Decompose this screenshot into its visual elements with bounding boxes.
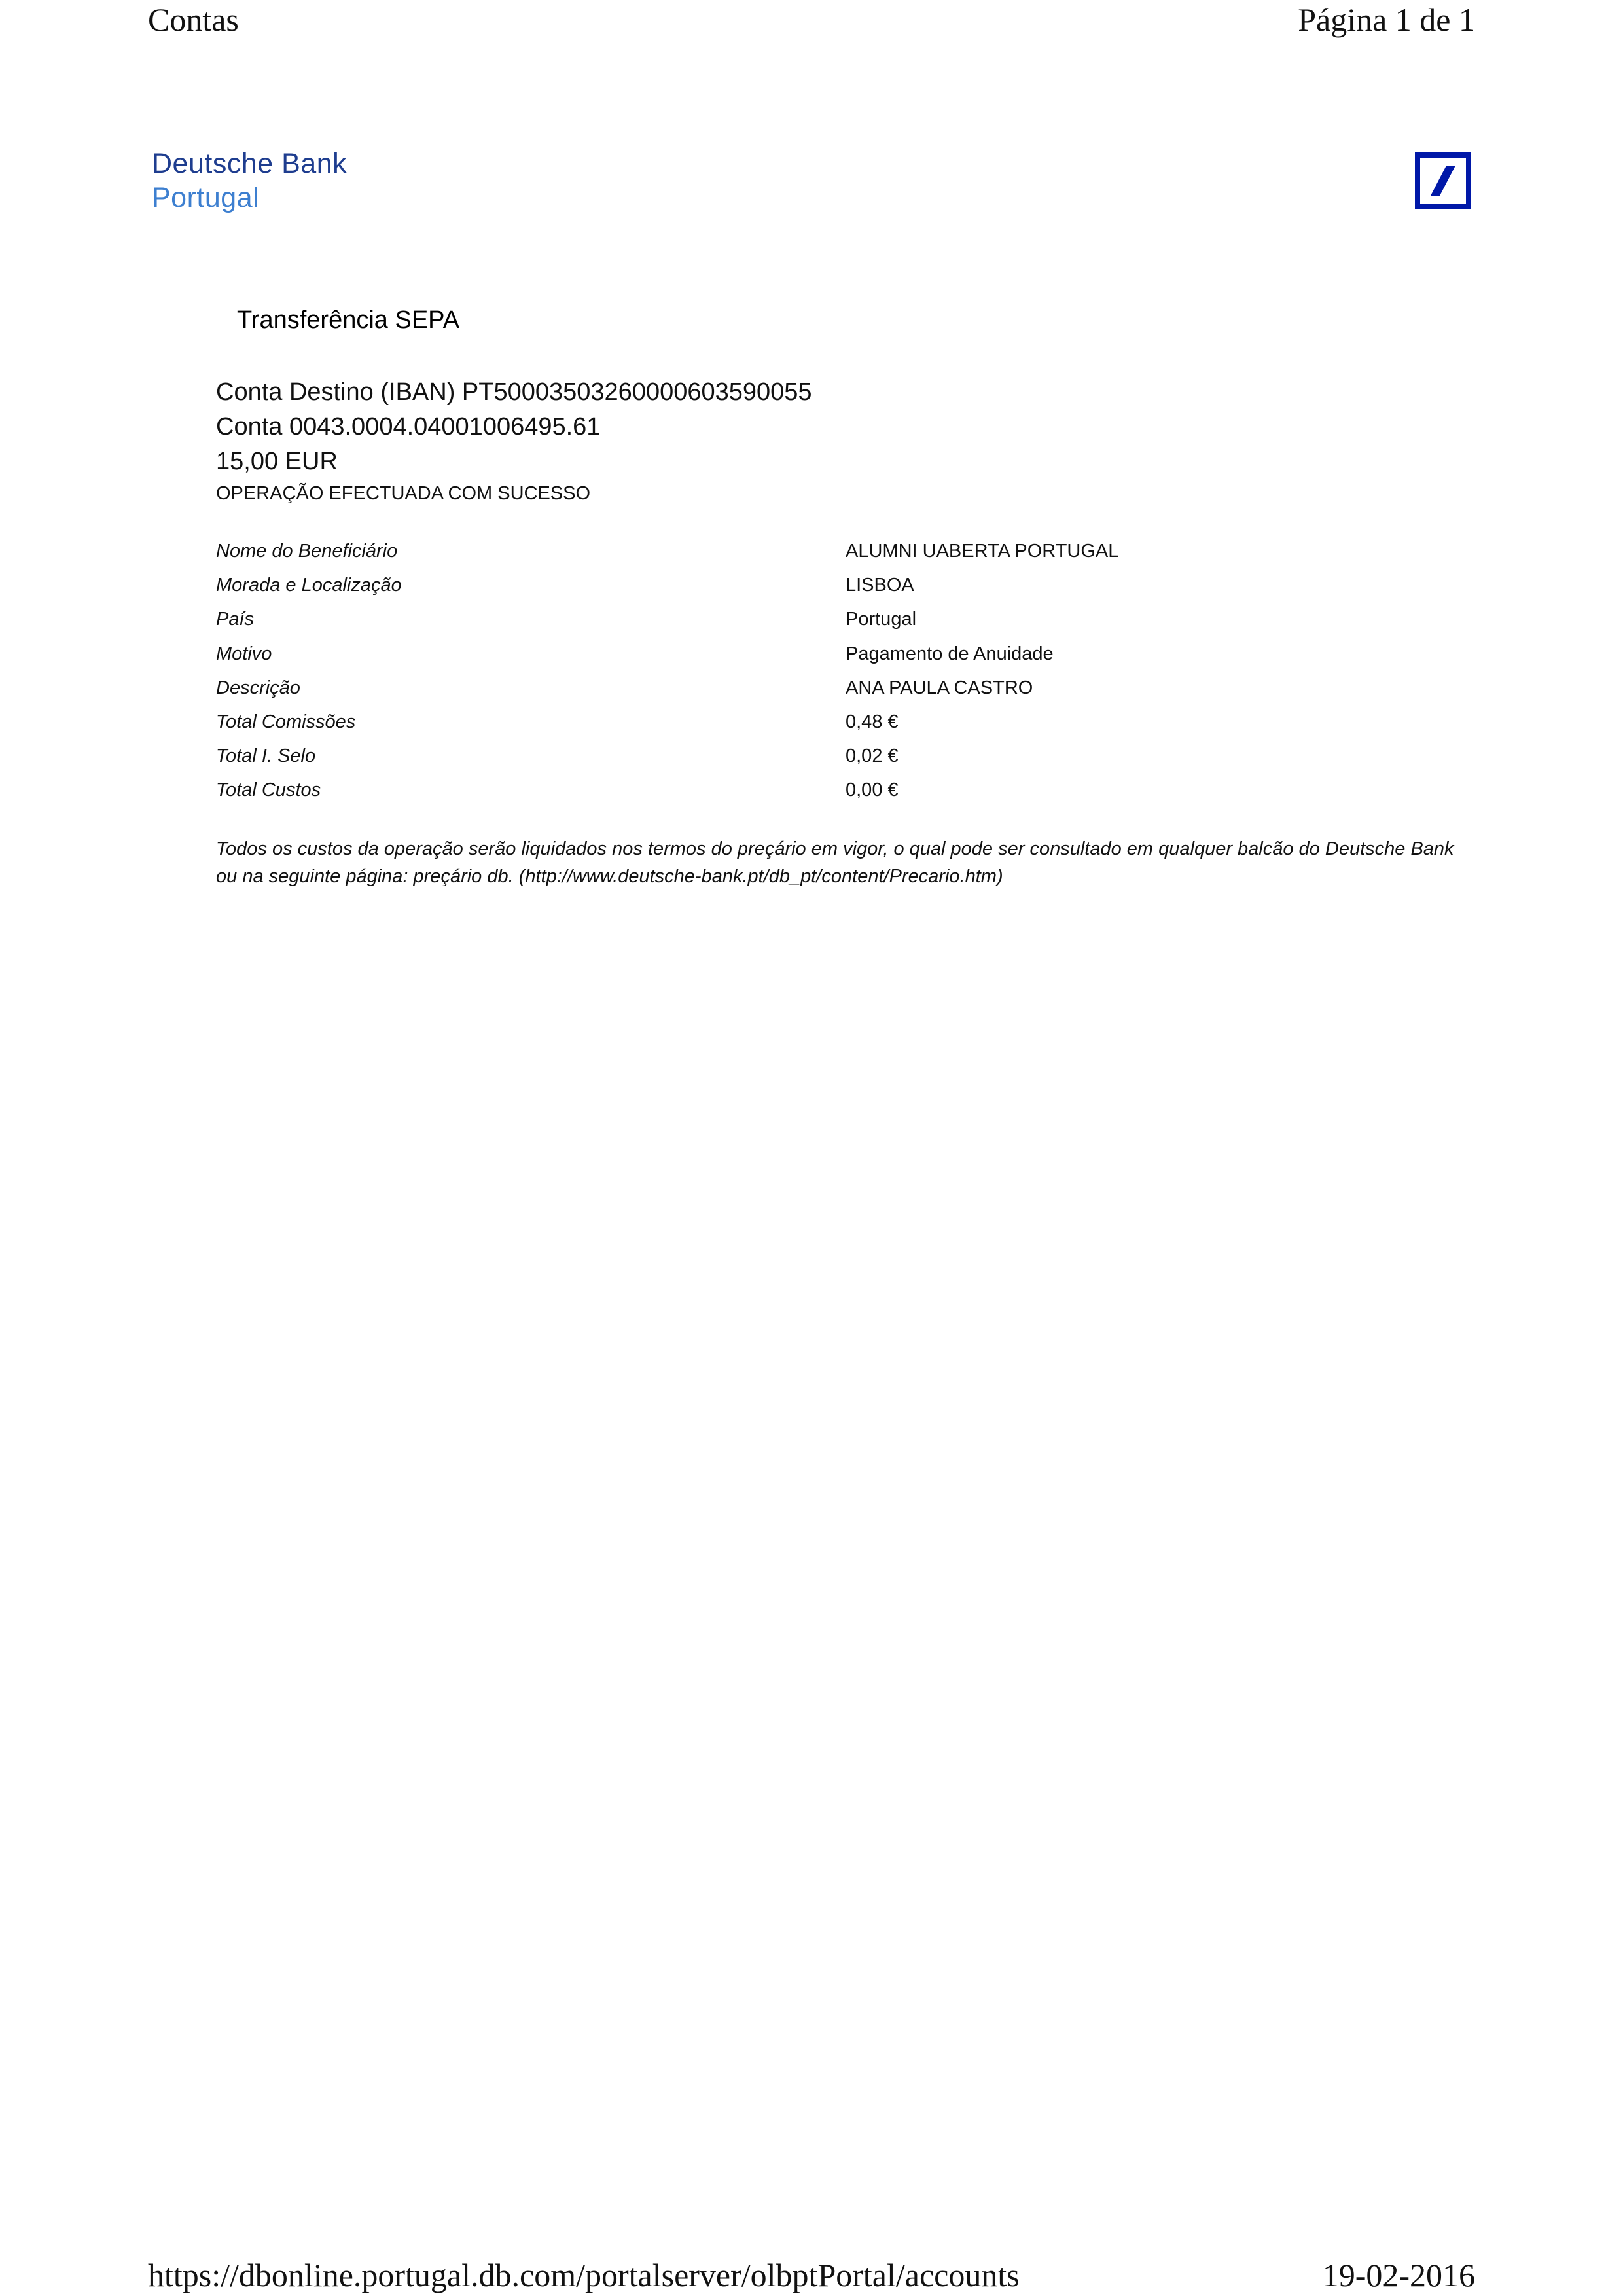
fees-note-line-2: ou na seguinte página: preçário db. (http://www.deutsche-bank.pt/db_pt/content/Precario.htm) bbox=[216, 866, 1003, 887]
fees-note bbox=[216, 835, 1479, 890]
deutsche-bank-logo-icon bbox=[1415, 152, 1471, 209]
detail-row bbox=[216, 571, 1472, 605]
detail-label: Total Custos bbox=[216, 780, 321, 801]
detail-label: País bbox=[216, 609, 255, 630]
detail-value: ALUMNI UABERTA PORTUGAL bbox=[846, 541, 1119, 562]
transfer-summary bbox=[216, 375, 812, 508]
source-account: Conta 0043.0004.04001006495.61 bbox=[216, 413, 601, 440]
detail-row bbox=[216, 742, 1472, 776]
detail-row bbox=[216, 605, 1472, 639]
destination-iban: Conta Destino (IBAN) PT50003503260000603590055 bbox=[216, 378, 812, 406]
detail-label: Total Comissões bbox=[216, 711, 356, 732]
detail-value: Pagamento de Anuidade bbox=[846, 643, 1054, 664]
detail-value: 0,00 € bbox=[846, 780, 899, 801]
page-number: Página 1 de 1 bbox=[1298, 1, 1475, 38]
document-title: Transferência SEPA bbox=[237, 306, 460, 334]
page-header-title: Contas bbox=[148, 1, 239, 38]
transfer-amount: 15,00 EUR bbox=[216, 448, 338, 475]
detail-value: 0,02 € bbox=[846, 745, 899, 767]
footer-url: https://dbonline.portugal.db.com/portalserver/olbptPortal/accounts bbox=[148, 2257, 1020, 2293]
detail-value: 0,48 € bbox=[846, 711, 899, 732]
detail-label: Descrição bbox=[216, 677, 300, 698]
detail-row bbox=[216, 537, 1472, 571]
detail-row bbox=[216, 673, 1472, 708]
detail-row bbox=[216, 708, 1472, 742]
detail-value: ANA PAULA CASTRO bbox=[846, 677, 1033, 698]
brand-country: Portugal bbox=[152, 182, 260, 213]
operation-status: OPERAÇÃO EFECTUADA COM SUCESSO bbox=[216, 483, 591, 504]
detail-row bbox=[216, 776, 1472, 810]
detail-label: Total I. Selo bbox=[216, 745, 316, 767]
detail-label: Motivo bbox=[216, 643, 272, 664]
detail-label: Nome do Beneficiário bbox=[216, 541, 398, 562]
detail-value: Portugal bbox=[846, 609, 917, 630]
detail-value: LISBOA bbox=[846, 575, 914, 596]
bank-brand bbox=[152, 147, 347, 215]
detail-row bbox=[216, 639, 1472, 673]
fees-note-line-1: Todos os custos da operação serão liquidados nos termos do preçário em vigor, o qual pode ser consultado em qualquer balcão do Deutsche Bank bbox=[216, 838, 1454, 859]
transfer-details-table bbox=[216, 537, 1472, 810]
brand-name: Deutsche Bank bbox=[152, 148, 348, 179]
footer-date: 19-02-2016 bbox=[1322, 2257, 1475, 2293]
detail-label: Morada e Localização bbox=[216, 575, 402, 596]
